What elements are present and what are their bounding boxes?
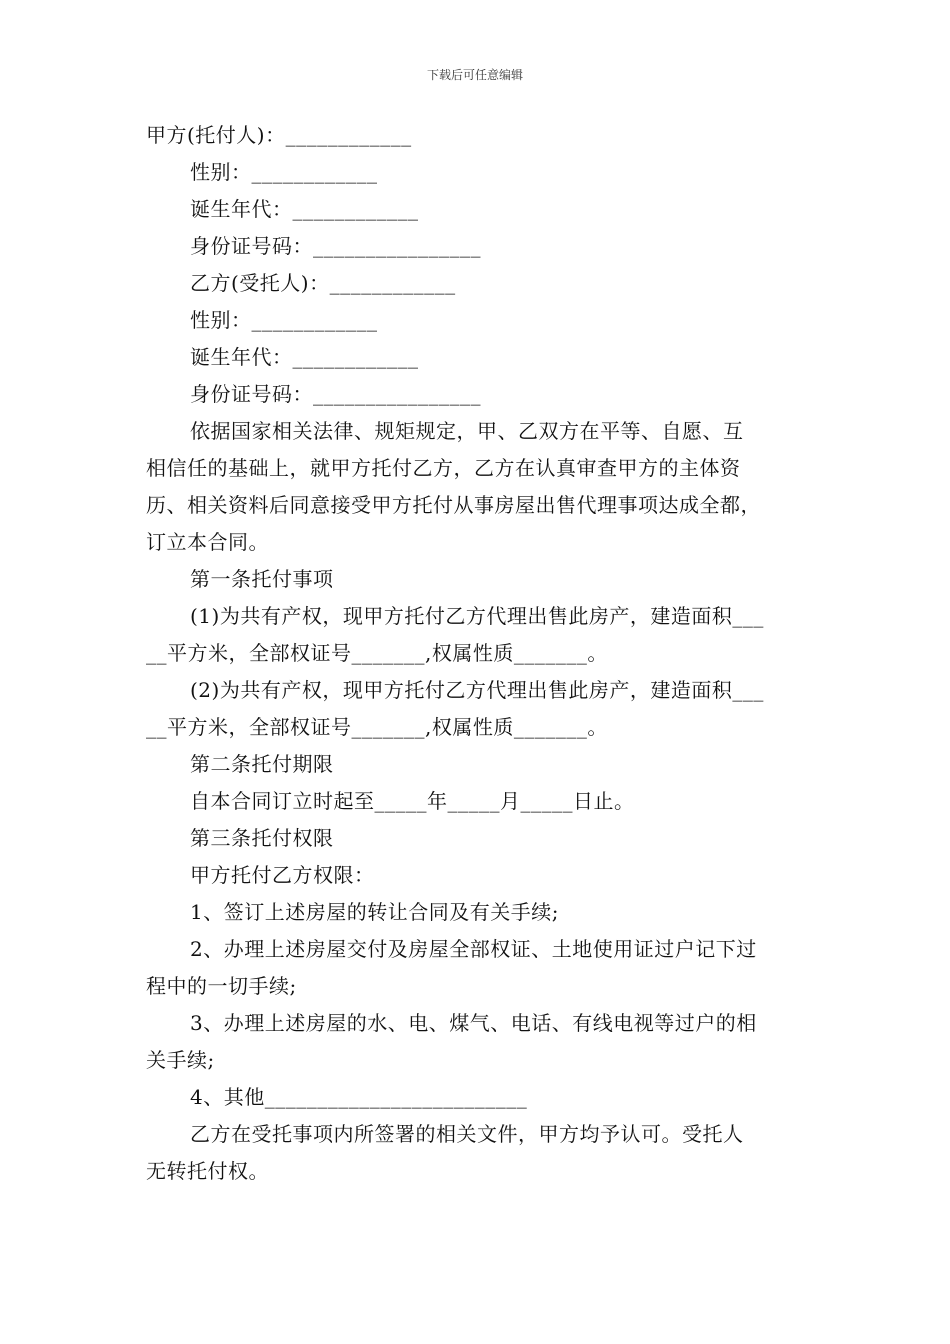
party-a-id-line: 身份证号码：________________ bbox=[190, 234, 481, 258]
intro-line: 相信任的基础上，就甲方托付乙方，乙方在认真审查甲方的主体资 bbox=[146, 456, 741, 480]
article3-intro: 甲方托付乙方权限： bbox=[190, 863, 375, 887]
intro-line: 依据国家相关法律、规矩规定，甲、乙双方在平等、自愿、互 bbox=[190, 419, 744, 443]
article1-item1 bbox=[146, 598, 814, 672]
article3-item2 bbox=[146, 931, 814, 1005]
article1-item2 bbox=[146, 672, 814, 746]
closing-line: 无转托付权。 bbox=[146, 1159, 269, 1183]
article3-item2-line: 程中的一切手续; bbox=[146, 974, 297, 998]
intro-line: 订立本合同。 bbox=[146, 530, 269, 554]
article1-item1-line: (1)为共有产权，现甲方托付乙方代理出售此房产，建造面积___ bbox=[190, 604, 764, 628]
article2-title: 第二条托付期限 bbox=[190, 752, 334, 776]
intro-paragraph bbox=[146, 413, 814, 561]
party-b-line: 乙方(受托人)：____________ bbox=[190, 271, 456, 295]
closing-line: 乙方在受托事项内所签署的相关文件，甲方均予认可。受托人 bbox=[190, 1122, 744, 1146]
article3-item1: 1、签订上述房屋的转让合同及有关手续; bbox=[190, 900, 559, 924]
party-b-gender-line: 性别：____________ bbox=[190, 308, 378, 332]
article3-item4: 4、其他_________________________ bbox=[190, 1085, 528, 1109]
party-a-line: 甲方(托付人)：____________ bbox=[146, 123, 412, 147]
article1-title: 第一条托付事项 bbox=[190, 567, 334, 591]
closing-paragraph bbox=[146, 1116, 814, 1190]
article3-item2-line: 2、办理上述房屋交付及房屋全部权证、土地使用证过户记下过 bbox=[190, 937, 757, 961]
party-b-birth-line: 诞生年代：____________ bbox=[190, 345, 419, 369]
article3-item3-line: 3、办理上述房屋的水、电、煤气、电话、有线电视等过户的相 bbox=[190, 1011, 757, 1035]
article2-text: 自本合同订立时起至_____年_____月_____日止。 bbox=[190, 789, 635, 813]
page-header: 下载后可任意编辑 bbox=[426, 68, 523, 82]
intro-line: 历、相关资料后同意接受甲方托付从事房屋出售代理事项达成全都， bbox=[146, 493, 761, 517]
article1-item2-line: __平方米，全部权证号_______,权属性质_______。 bbox=[146, 715, 608, 739]
document-body bbox=[146, 117, 814, 1190]
article1-item1-line: __平方米，全部权证号_______,权属性质_______。 bbox=[146, 641, 608, 665]
party-b-id-line: 身份证号码：________________ bbox=[190, 382, 481, 406]
party-a-gender-line: 性别：____________ bbox=[190, 160, 378, 184]
article3-item3-line: 关手续; bbox=[146, 1048, 215, 1072]
party-a-birth-line: 诞生年代：____________ bbox=[190, 197, 419, 221]
article3-item3 bbox=[146, 1005, 814, 1079]
article3-title: 第三条托付权限 bbox=[190, 826, 334, 850]
article1-item2-line: (2)为共有产权，现甲方托付乙方代理出售此房产，建造面积___ bbox=[190, 678, 764, 702]
